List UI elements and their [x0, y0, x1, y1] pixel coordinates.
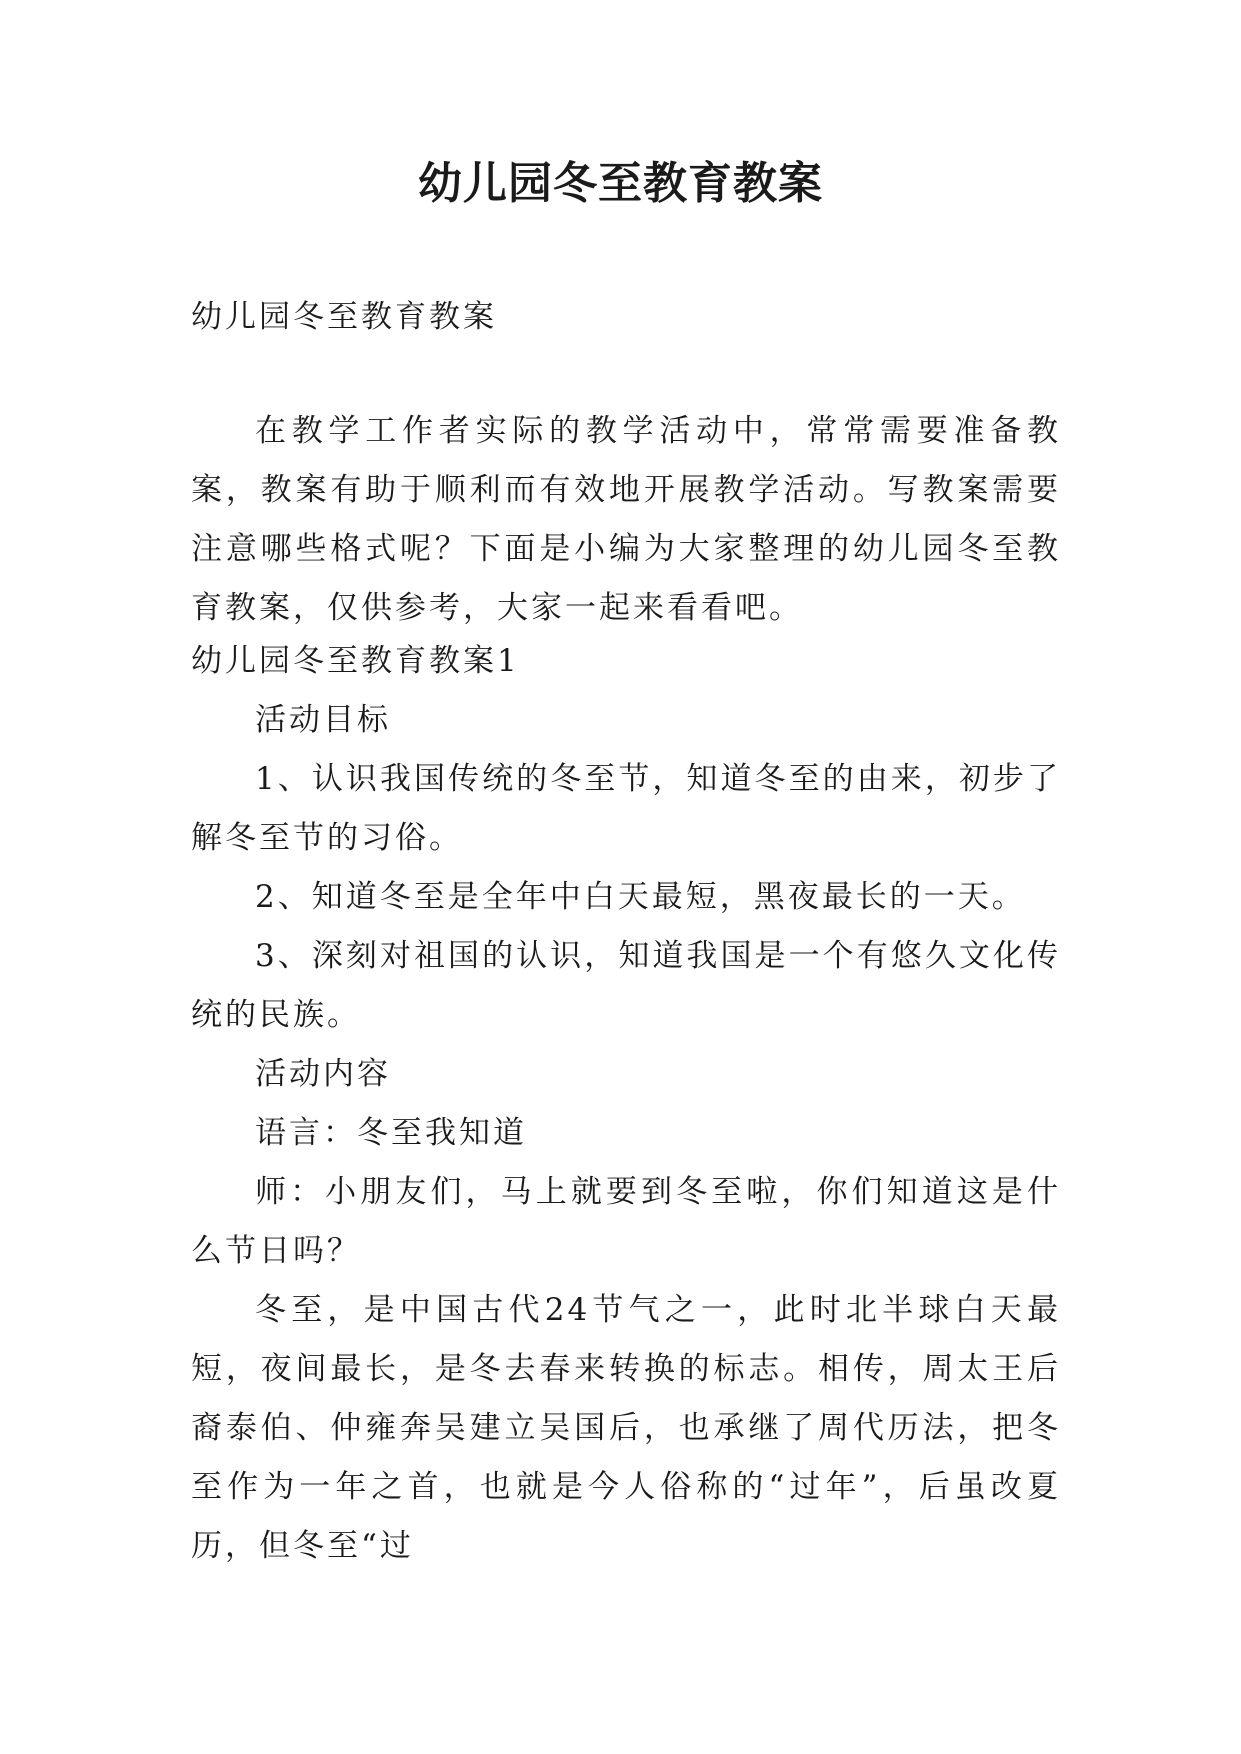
section-heading: 幼儿园冬至教育教案1: [191, 643, 520, 679]
teacher-question: 师：小朋友们，马上就要到冬至啦，你们知道这是什么节日吗？: [191, 1174, 1061, 1269]
goals-heading: 活动目标: [255, 702, 391, 738]
subtitle-block: [191, 288, 1061, 347]
lesson-plan-section: [191, 632, 1061, 1576]
content-heading: 活动内容: [255, 1056, 391, 1092]
intro-block: [191, 402, 1061, 638]
language-activity-heading: 语言：冬至我知道: [255, 1115, 527, 1151]
winter-solstice-paragraph: 冬至，是中国古代24节气之一，此时北半球白天最短，夜间最长，是冬去春来转换的标志。相传，周太王后裔泰伯、仲雍奔吴建立吴国后，也承继了周代历法，把冬至作为一年之首，也就是今人俗称的“过年”，后虽改夏历，但冬至“过: [191, 1292, 1061, 1564]
intro-paragraph: 在教学工作者实际的教学活动中，常常需要准备教案，教案有助于顺利而有效地开展教学活动。写教案需要注意哪些格式呢？下面是小编为大家整理的幼儿园冬至教育教案，仅供参考，大家一起来看看吧。: [191, 413, 1061, 626]
document-title: 幼儿园冬至教育教案: [418, 158, 823, 209]
document-subtitle: 幼儿园冬至教育教案: [191, 299, 497, 335]
goal-item-1: 1、认识我国传统的冬至节，知道冬至的由来，初步了解冬至节的习俗。: [191, 761, 1061, 856]
goal-item-2: 2、知道冬至是全年中白天最短，黑夜最长的一天。: [255, 879, 1026, 915]
goal-item-3: 3、深刻对祖国的认识，知道我国是一个有悠久文化传统的民族。: [191, 938, 1061, 1033]
